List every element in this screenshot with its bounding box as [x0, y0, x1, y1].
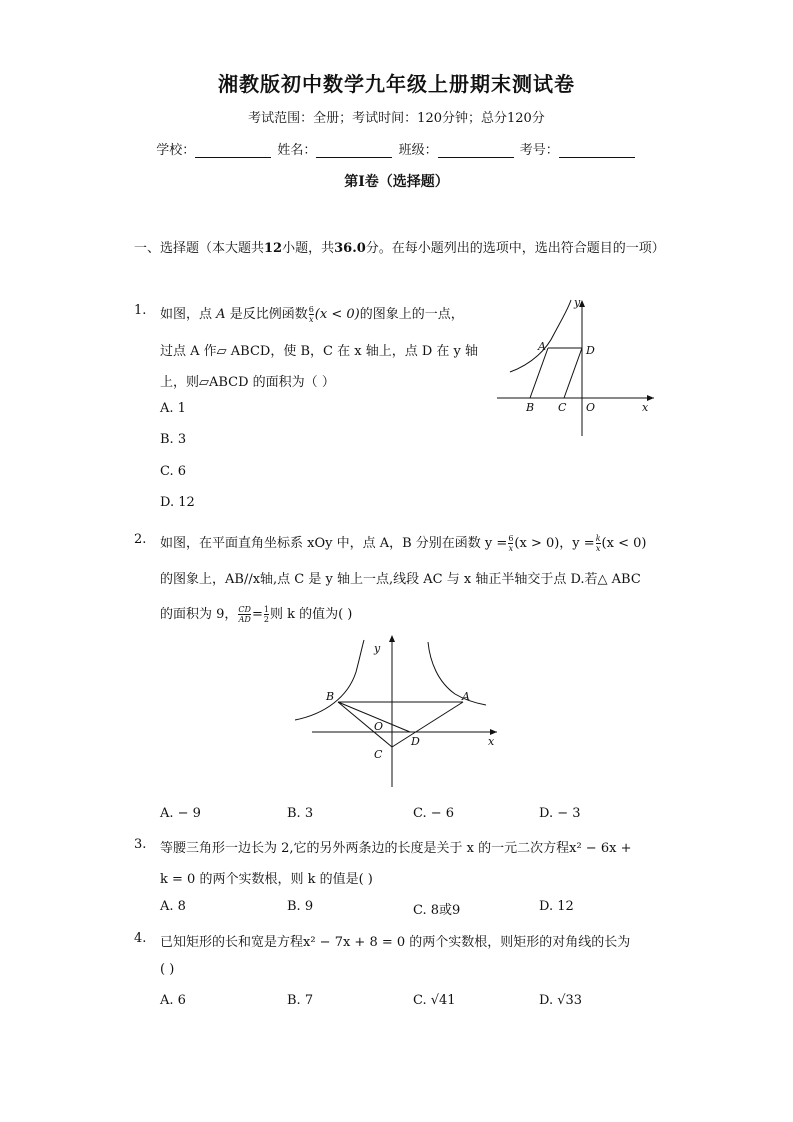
- exam-no-blank[interactable]: [559, 143, 635, 158]
- q2-label-c: C: [374, 748, 383, 761]
- q1-line1: [160, 303, 464, 324]
- q1-label-c: C: [558, 401, 567, 414]
- q2-figure: [290, 632, 505, 792]
- q2-text-area: 的面积为 9，: [160, 607, 238, 622]
- q2-option-c[interactable]: C. − 6: [413, 806, 455, 821]
- name-blank[interactable]: [316, 143, 392, 158]
- q4-option-a[interactable]: A. 6: [160, 993, 186, 1008]
- class-label: 班级：: [398, 143, 438, 158]
- q2-segment-ca: [392, 702, 463, 747]
- q2-equals: =: [251, 607, 263, 622]
- q2-line1: [160, 532, 646, 553]
- class-blank[interactable]: [438, 143, 514, 158]
- part-prefix: 一、选择题（本大题共: [134, 241, 265, 256]
- q2-frac2-den: x: [595, 544, 601, 553]
- q2-text-ask: 则 k 的值为( ): [269, 607, 353, 622]
- q3-option-b[interactable]: B. 9: [287, 899, 314, 914]
- q2-frac2-num: k: [595, 534, 601, 543]
- q1-label-o: O: [586, 401, 596, 414]
- q3-line2: k = 0 的两个实数根，则 k 的值是( ): [160, 872, 373, 887]
- q1-figure: [492, 294, 662, 440]
- q1-number: 1.: [134, 303, 147, 318]
- q1-text-c: 是反比例函数: [229, 307, 308, 322]
- q2-option-d[interactable]: D. − 3: [539, 806, 581, 821]
- exam-no-label: 考号：: [519, 143, 559, 158]
- q2-line2: 的图象上，AB//x轴,点 C 是 y 轴上一点,线段 AC 与 x 轴正半轴交于点 D.若△ ABC: [160, 572, 641, 587]
- q2-label-x: x: [488, 735, 495, 748]
- q2-label-y: y: [374, 642, 381, 655]
- q4-option-b[interactable]: B. 7: [287, 993, 314, 1008]
- q1-domain: (x < 0): [314, 307, 360, 322]
- q3-number: 3.: [134, 837, 147, 852]
- school-blank[interactable]: [195, 143, 271, 158]
- name-label: 姓名：: [277, 143, 317, 158]
- q1-frac-den: x: [308, 315, 314, 324]
- q1-option-c[interactable]: C. 6: [160, 464, 187, 479]
- question-count: 12: [264, 241, 283, 256]
- part-one-heading: [134, 233, 674, 264]
- q2-frac3-num: CD: [238, 605, 251, 614]
- q2-right-hyperbola: [428, 642, 486, 705]
- q1-option-a[interactable]: A. 1: [160, 401, 186, 416]
- q2-y-arrow: [389, 635, 395, 642]
- q1-side-dc: [564, 348, 582, 398]
- q3-option-d[interactable]: D. 12: [539, 899, 574, 914]
- q4-line1: 已知矩形的长和宽是方程x² − 7x + 8 = 0 的两个实数根，则矩形的对角线的长为: [160, 935, 631, 950]
- q2-text-end: (x < 0): [601, 536, 647, 551]
- q1-line2: 过点 A 作▱ ABCD，使 B，C 在 x 轴上，点 D 在 y 轴: [160, 344, 478, 359]
- q1-option-d[interactable]: D. 12: [160, 495, 195, 510]
- q4-option-c[interactable]: C. √41: [413, 993, 456, 1008]
- q2-fraction-1: [508, 534, 513, 553]
- section-title: 第I卷（选择题）: [344, 174, 449, 190]
- q3-option-c[interactable]: C. 8或9: [413, 903, 461, 918]
- q1-point-a: A: [216, 307, 226, 322]
- q1-label-b: B: [526, 401, 535, 414]
- q2-frac3-den: AD: [238, 615, 251, 624]
- q4-option-d[interactable]: D. √33: [539, 993, 583, 1008]
- part-middle: 小题，共: [282, 241, 335, 256]
- q1-option-b[interactable]: B. 3: [160, 432, 187, 447]
- q2-text-mid: (x > 0)，y =: [514, 536, 595, 551]
- q2-frac4-den: 2: [263, 615, 269, 624]
- q3-option-a[interactable]: A. 8: [160, 899, 186, 914]
- q3-line1: 等腰三角形一边长为 2,它的另外两条边的长度是关于 x 的一元二次方程x² − 6x +: [160, 841, 632, 856]
- total-score: 36.0: [334, 241, 366, 256]
- q1-text-a: 如图，点: [160, 307, 213, 322]
- q1-hyperbola: [510, 300, 571, 372]
- school-label: 学校：: [156, 143, 196, 158]
- q2-label-a: A: [462, 690, 470, 703]
- q2-frac1-num: 6: [508, 534, 514, 543]
- page-title: 湘教版初中数学九年级上册期末测试卷: [218, 72, 575, 96]
- q2-frac4-num: 1: [263, 605, 269, 614]
- q2-segment-bc: [338, 702, 392, 747]
- q2-frac1-den: x: [508, 544, 514, 553]
- q2-number: 2.: [134, 532, 147, 547]
- q2-option-b[interactable]: B. 3: [287, 806, 314, 821]
- q2-line3: [160, 603, 352, 624]
- q1-label-x: x: [642, 401, 649, 414]
- q2-fraction-3: [238, 605, 251, 624]
- exam-subtitle: 考试范围：全册；考试时间：120分钟；总分120分: [248, 111, 545, 126]
- q1-label-d: D: [586, 344, 595, 357]
- q1-text-e: 的图象上的一点，: [359, 307, 464, 322]
- q2-label-b: B: [326, 690, 335, 703]
- q2-label-o: O: [374, 720, 384, 733]
- q2-option-a[interactable]: A. − 9: [160, 806, 201, 821]
- student-info-row: [0, 139, 793, 158]
- q1-label-a: A: [538, 340, 546, 353]
- q1-label-y: y: [574, 296, 581, 309]
- q2-fraction-4: [264, 605, 269, 624]
- q1-frac-num: 6: [308, 305, 314, 314]
- q1-fraction: [309, 305, 314, 324]
- q4-number: 4.: [134, 931, 147, 946]
- q1-side-ab: [530, 348, 548, 398]
- part-suffix: 分。在每小题列出的选项中，选出符合题目的一项）: [365, 241, 665, 256]
- q4-line2: ( ): [160, 962, 175, 977]
- q2-text-a: 如图，在平面直角坐标系 xOy 中，点 A，B 分别在函数 y =: [160, 536, 508, 551]
- q1-line3: 上，则▱ABCD 的面积为（ ）: [160, 375, 335, 390]
- q2-fraction-2: [596, 534, 601, 553]
- q2-label-d: D: [411, 735, 420, 748]
